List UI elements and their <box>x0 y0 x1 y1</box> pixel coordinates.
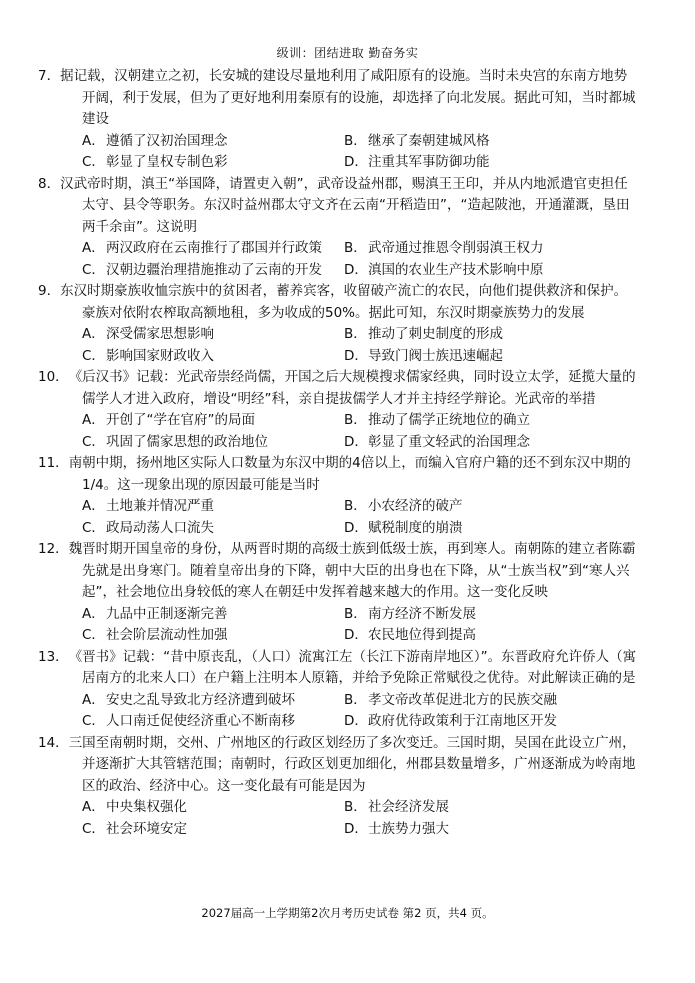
answer-options <box>60 324 640 367</box>
question-8 <box>38 174 640 282</box>
question-9 <box>38 281 640 367</box>
option-b[interactable] <box>344 690 662 712</box>
option-letter: C． <box>82 713 105 729</box>
option-a[interactable] <box>82 324 344 346</box>
question-text: 据记载，汉朝建立之初，长安城的建设尽量地利用了咸阳原有的设施。当时未央宫的东南方地势开阔，利于发展，但为了更好地利用秦原有的设施，却选择了向北发展。据此可知，当时都城建设 <box>60 68 636 127</box>
question-text: 魏晋时期开国皇帝的身份，从两晋时期的高级士族到低级士族，再到寒人。南朝陈的建立者陈霸先就是出身寒门。随着皇帝出身的下降，朝中大臣的出身也在下降，从“士族当权”到“寒人兴起”，社会地位出身较低的寒人在朝廷中发挥着越来越大的作用。这一变化反映 <box>68 541 636 600</box>
question-stem <box>38 733 640 798</box>
option-letter: A． <box>82 498 105 514</box>
question-number: 11． <box>38 455 69 471</box>
option-text: 人口南迁促使经济重心不断南移 <box>106 713 295 729</box>
question-list <box>38 66 640 840</box>
answer-options <box>60 238 640 281</box>
option-b[interactable] <box>344 238 662 260</box>
option-letter: B． <box>344 498 367 514</box>
option-a[interactable] <box>82 496 344 518</box>
question-stem <box>38 453 640 496</box>
option-text: 安史之乱导致北方经济遭到破坏 <box>106 691 295 708</box>
question-text: 南朝中期，扬州地区实际人口数量为东汉中期的4倍以上，而编入官府户籍的还不到东汉中期的1/4。这一现象出现的原因最可能是当时 <box>68 455 631 493</box>
option-text: 开创了“学在官府”的局面 <box>106 412 255 428</box>
question-text: 三国至南朝时期，交州、广州地区的行政区划经历了多次变迁。三国时期，吴国在此设立广州，并逐渐扩大其管辖范围；南朝时，行政区划更加细化，州郡县数量增多，广州逐渐成为岭南地区的政治、经济中心。这一变化最有可能是因为 <box>68 734 636 794</box>
option-letter: C． <box>82 820 105 837</box>
option-text: 赋税制度的崩溃 <box>368 519 463 536</box>
option-letter: B． <box>344 412 367 428</box>
option-text: 士族势力强大 <box>368 820 449 837</box>
option-letter: C． <box>82 261 105 278</box>
answer-options <box>60 410 640 453</box>
option-c[interactable] <box>82 260 344 282</box>
option-letter: A． <box>82 691 105 708</box>
option-text: 彰显了皇权专制色彩 <box>106 154 228 170</box>
option-d[interactable] <box>344 711 662 733</box>
option-letter: C． <box>82 433 105 450</box>
option-a[interactable] <box>82 690 344 712</box>
option-c[interactable] <box>82 819 344 841</box>
answer-options <box>60 797 640 840</box>
option-c[interactable] <box>82 518 344 540</box>
option-a[interactable] <box>82 131 344 153</box>
answer-options <box>60 131 640 174</box>
option-text: 南方经济不断发展 <box>368 605 476 622</box>
question-text: 《后汉书》记载：光武帝崇经尚儒，开国之后大规模搜求儒家经典，同时设立太学，延揽大量的儒学人才进入政府，增设“明经”科，亲自提拔儒学人才并主持经学辩论。光武帝的举措 <box>68 369 636 407</box>
option-d[interactable] <box>344 518 662 540</box>
question-stem <box>38 539 640 604</box>
option-text: 巩固了儒家思想的政治地位 <box>106 433 268 450</box>
option-c[interactable] <box>82 152 344 174</box>
option-letter: D． <box>344 154 368 170</box>
option-letter: D． <box>344 627 368 643</box>
option-letter: B． <box>344 691 367 708</box>
option-d[interactable] <box>344 260 662 282</box>
option-letter: A． <box>82 799 105 815</box>
question-number: 12． <box>38 541 69 557</box>
option-text: 推动了刺史制度的形成 <box>368 326 503 342</box>
option-text: 影响国家财政收入 <box>106 347 214 364</box>
question-10 <box>38 367 640 453</box>
option-letter: A． <box>82 412 105 428</box>
option-letter: B． <box>344 240 367 256</box>
question-7 <box>38 66 640 174</box>
question-stem <box>38 367 640 410</box>
option-text: 中央集权强化 <box>106 799 187 815</box>
answer-options <box>60 690 640 733</box>
option-a[interactable] <box>82 604 344 626</box>
option-text: 遵循了汉初治国理念 <box>106 132 228 149</box>
option-c[interactable] <box>82 432 344 454</box>
option-b[interactable] <box>344 324 662 346</box>
option-text: 汉朝边疆治理措施推动了云南的开发 <box>106 261 322 278</box>
option-text: 深受儒家思想影响 <box>106 326 214 342</box>
option-letter: D． <box>344 433 368 450</box>
option-text: 土地兼并情况严重 <box>106 498 214 514</box>
option-letter: A． <box>82 326 105 342</box>
option-letter: C． <box>82 154 105 170</box>
question-number: 10． <box>38 369 69 385</box>
option-text: 政府优待政策利于江南地区开发 <box>368 713 557 729</box>
option-d[interactable] <box>344 819 662 841</box>
question-12 <box>38 539 640 647</box>
option-letter: A． <box>82 132 105 149</box>
option-letter: A． <box>82 240 105 256</box>
option-text: 社会阶层流动性加强 <box>106 627 228 643</box>
class-motto: 级训：团结进取 勤奋务实 <box>276 46 419 60</box>
option-letter: C． <box>82 627 105 643</box>
option-text: 武帝通过推恩令削弱滇王权力 <box>368 240 544 256</box>
question-14 <box>38 733 640 841</box>
option-c[interactable] <box>82 346 344 368</box>
option-letter: A． <box>82 605 105 622</box>
option-letter: B． <box>344 132 367 149</box>
option-text: 孝文帝改革促进北方的民族交融 <box>368 691 557 708</box>
page-footer: 2027届高一上学期第2次月考历史试卷 第2 页，共4 页。 <box>201 906 494 920</box>
option-text: 注重其军事防御功能 <box>368 154 490 170</box>
answer-options <box>60 604 640 647</box>
question-text: 东汉时期豪族收恤宗族中的贫困者，蓄养宾客，收留破产流亡的农民，向他们提供救济和保护。豪族对依附农榨取高额地租，多为收成的50%。据此可知，东汉时期豪族势力的发展 <box>60 283 628 321</box>
option-text: 两汉政府在云南推行了郡国并行政策 <box>106 240 322 256</box>
option-c[interactable] <box>82 625 344 647</box>
option-letter: D． <box>344 820 368 837</box>
question-13 <box>38 647 640 733</box>
option-b[interactable] <box>344 604 662 626</box>
option-text: 社会环境安定 <box>106 820 187 837</box>
option-text: 导致门阀士族迅速崛起 <box>368 347 503 364</box>
question-stem <box>38 281 640 324</box>
option-text: 九品中正制逐渐完善 <box>106 605 228 622</box>
option-text: 彰显了重文轻武的治国理念 <box>368 433 530 450</box>
option-text: 继承了秦朝建城风格 <box>368 132 490 149</box>
option-letter: B． <box>344 605 367 622</box>
option-text: 社会经济发展 <box>368 799 449 815</box>
option-d[interactable] <box>344 346 662 368</box>
question-number: 13． <box>38 648 69 665</box>
answer-options <box>60 496 640 539</box>
question-11 <box>38 453 640 539</box>
question-stem <box>38 647 640 690</box>
option-a[interactable] <box>82 410 344 432</box>
option-letter: D． <box>344 519 368 536</box>
option-b[interactable] <box>344 410 662 432</box>
option-a[interactable] <box>82 238 344 260</box>
option-c[interactable] <box>82 711 344 733</box>
option-d[interactable] <box>344 152 662 174</box>
option-letter: C． <box>82 519 105 536</box>
option-letter: D． <box>344 347 368 364</box>
option-d[interactable] <box>344 625 662 647</box>
question-text: 汉武帝时期，滇王“举国降，请置吏入朝”，武帝设益州郡，赐滇王王印，并从内地派遣官吏担任太守、县令等职务。东汉时益州郡太守文齐在云南“开稻造田”，“造起陂池，开通灌溉，垦田两千余亩”。这说明 <box>60 175 630 235</box>
option-a[interactable] <box>82 797 344 819</box>
option-b[interactable] <box>344 496 662 518</box>
option-letter: D． <box>344 713 368 729</box>
option-text: 农民地位得到提高 <box>368 627 476 643</box>
option-text: 小农经济的破产 <box>368 498 463 514</box>
option-text: 推动了儒学正统地位的确立 <box>368 412 530 428</box>
option-letter: B． <box>344 799 367 815</box>
option-letter: B． <box>344 326 367 342</box>
option-letter: C． <box>82 347 105 364</box>
question-stem <box>38 66 640 131</box>
option-text: 政局动荡人口流失 <box>106 519 214 536</box>
option-b[interactable] <box>344 131 662 153</box>
question-number: 14． <box>38 734 69 751</box>
question-stem <box>38 174 640 239</box>
question-text: 《晋书》记载：“昔中原丧乱，（人口）流寓江左（长江下游南岸地区）”。东晋政府允许侨人（寓居南方的北来人口）在户籍上注明本人原籍，并给予免除正常赋役之优待。对此解读正确的是 <box>68 648 637 686</box>
option-d[interactable] <box>344 432 662 454</box>
option-letter: D． <box>344 261 368 278</box>
option-b[interactable] <box>344 797 662 819</box>
option-text: 滇国的农业生产技术影响中原 <box>368 261 544 278</box>
